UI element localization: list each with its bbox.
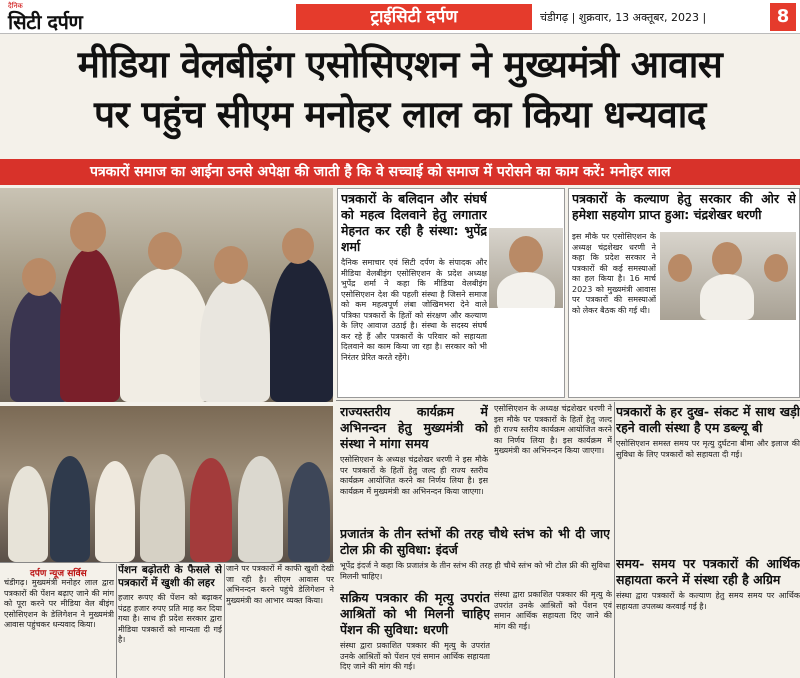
page-number: 8 <box>770 3 796 31</box>
group-photo-bottom <box>0 406 333 562</box>
story-heading: प्रजातंत्र के तीन स्तंभों की तरह चौथे स्तंभ को भी दी जाए टोल फ्री की सुविधा: इंदर्ज <box>340 526 610 557</box>
newspaper-logo <box>2 2 88 32</box>
divider <box>336 400 800 401</box>
story-financial-help <box>616 556 800 678</box>
story-body: एसोसिएशन के अध्यक्ष चंद्रशेखर धरणी ने इस मौके पर पत्रकारों के हितों हेतु जल्द ही राज्य स्तरीय कार्यक्रम आयोजित करने का निर्णय लिया है। इस कार्यक्रम में मुख्यमंत्री का अभिनन्दन किया जाएगा। <box>340 455 488 496</box>
story-pension-hike <box>118 564 222 678</box>
headline-line-2: पर पहुंच सीएम मनोहर लाल का किया धन्यवाद <box>94 93 706 136</box>
story-rajyastariy <box>340 404 488 514</box>
divider <box>116 564 117 678</box>
story-body: एसोसिएशन के अध्यक्ष चंद्रशेखर धरणी ने इस मौके पर पत्रकारों के हितों हेतु जल्द ही राज्य स्तरीय कार्यक्रम आयोजित करने का निर्णय लिया है। इस कार्यक्रम में मुख्यमंत्री का अभिनन्दन किया जाएगा। <box>494 404 612 455</box>
logo-text: सिटी दर्पण <box>8 10 83 34</box>
masthead <box>0 0 800 34</box>
divider <box>224 564 225 678</box>
story-heading: पत्रकारों के कल्याण हेतु सरकार की ओर से हमेशा सहयोग प्राप्त हुआ: चंद्रशेखर धरणी <box>572 191 796 222</box>
story-dharni-text <box>572 232 656 392</box>
story-heading: पत्रकारों के हर दुख- संकट में साथ खड़ी रहने वाली संस्था है एम डब्ल्यू बी <box>616 404 800 435</box>
story-bhupendra-text <box>341 191 487 395</box>
main-headline <box>0 40 800 140</box>
story-heading: राज्यस्तरीय कार्यक्रम में अभिनन्दन हेतु मुख्यमंत्री को संस्था ने मांगा समय <box>340 404 488 451</box>
story-body: संस्था द्वारा प्रकाशित पत्रकार की मृत्यु के उपरांत उनके आश्रितों को पेंशन एवं समान आर्थिक सहायता दिए जाने की मांग की गई। <box>494 590 612 631</box>
story-heading: पत्रकारों के बलिदान और संघर्ष को महत्व दिलवाने हेतु लगातार मेहनत कर रही है संस्था: भुपेंद्र शर्मा <box>341 191 487 254</box>
story-body: एसोसिएशन समस्त समय पर मृत्यु दुर्घटना बीमा और इलाज की सुविधा के लिए पत्रकारों को सहायता दी गई। <box>616 439 800 459</box>
section-band: ट्राईसिटी दर्पण <box>296 4 532 30</box>
story-body: संस्था द्वारा पत्रकारों के कल्याण हेतु समय समय पर आर्थिक सहायता उपलब्ध करवाई गई है। <box>616 591 800 611</box>
story-heading: सक्रिय पत्रकार की मृत्यु उपरांत आश्रितों को भी मिलनी चाहिए पेंशन की सुविधा: धरणी <box>340 590 490 637</box>
story-body: संस्था द्वारा प्रकाशित पत्रकार की मृत्यु के उपरांत उनके आश्रितों को पेंशन एवं समान आर्थिक सहायता दिए जाने की मांग की गई। <box>340 641 490 671</box>
story-heading: पेंशन बढ़ोतरी के फैसले से पत्रकारों में खुशी की लहर <box>118 564 222 589</box>
portrait-bhupendra <box>489 228 563 308</box>
story-body: चंडीगढ़। मुख्यमंत्री मनोहर लाल द्वारा पत्रकारों की पेंशन बढ़ाए जाने की मांग को पूरा करने पर मीडिया वेल बीइंग एसोसिएशन के डेलिगेशन ने मुख्यमंत्री आवास पहुंचकर धन्यवाद किया। <box>4 578 114 629</box>
story-body: जाने पर पत्रकारों में काफी खुशी देखी जा रही है। सीएम आवास पर अभिनन्दन करने पहुंचे डेलिगेशन ने मुख्यमंत्री का आभार व्यक्त किया। <box>226 564 334 605</box>
story-lead <box>4 578 114 678</box>
story-body: भूपेंद्र इंदर्ज ने कहा कि प्रजातंत्र के तीन स्तंभ की तरह ही चौथे स्तंभ को भी टोल फ्री की सुविधा मिलनी चाहिए। <box>340 561 610 581</box>
dateline: चंडीगढ़ | शुक्रवार, 13 अक्तूबर, 2023 | <box>540 11 707 24</box>
story-mwb <box>616 404 800 552</box>
story-pension-dependents <box>340 590 490 678</box>
byline: दर्पण न्यूज सर्विस <box>30 569 87 579</box>
divider <box>614 402 615 678</box>
group-photo-top <box>0 188 333 402</box>
story-dharni-heading-box <box>572 191 796 231</box>
story-continued <box>494 404 612 524</box>
portrait-dharni <box>660 232 796 320</box>
story-toll-free <box>340 526 610 586</box>
divider <box>0 562 334 563</box>
story-continued-2 <box>494 590 612 678</box>
story-body: दैनिक समाचार एवं सिटी दर्पण के संपादक और मीडिया वेलबीइंग एसोसिएशन के प्रदेश अध्यक्ष भुपेंद्र शर्मा ने कहा कि मीडिया वेलबीइंग एसोसिएशन देश की पहली संस्था है जिसने समाज को कम महत्वपूर्ण लंबा जोखिमभरा देने वाले पत्रिका पत्रकारों के हितों को संरक्षण और कल्याण के लिए आवाज उठाई है। संस्था के सदस्य संघर्ष कर रहे हैं और पत्रकारों के परिवार को सहायता दिलवाने का काम किया जा रहा है। सरकार को भी निरंतर प्रेरित करते रहेंगे। <box>341 258 487 362</box>
story-body: हजार रूपए की पेंशन को बढ़ाकर पंद्रह हजार रुपए प्रति माह कर दिया गया है। साथ ही प्रदेश सरकार द्वारा मीडिया पत्रकारों को मान्यता दी गई है। <box>118 593 222 644</box>
story-heading: समय- समय पर पत्रकारों की आर्थिक सहायता करने में संस्था रही है अग्रिम <box>616 556 800 587</box>
story-celebration <box>226 564 334 678</box>
logo-tagline: दैनिक <box>8 2 23 10</box>
strapline: पत्रकारों समाज का आईना उनसे अपेक्षा की जाती है कि वे सच्चाई को समाज में परोसने का काम करें: मनोहर लाल <box>0 159 800 185</box>
story-body: इस मौके पर एसोसिएशन के अध्यक्ष चंद्रशेखर धरणी ने कहा कि प्रदेश सरकार ने पत्रकारों की कई समस्याओं का हल किया है। 16 मार्च 2023 को मुख्यमंत्री आवास पर पत्रकारों की समस्याओं को लेकर बैठक की गई थी। <box>572 232 656 315</box>
headline-line-1: मीडिया वेलबीइंग एसोसिएशन ने मुख्यमंत्री आवास <box>77 43 723 86</box>
